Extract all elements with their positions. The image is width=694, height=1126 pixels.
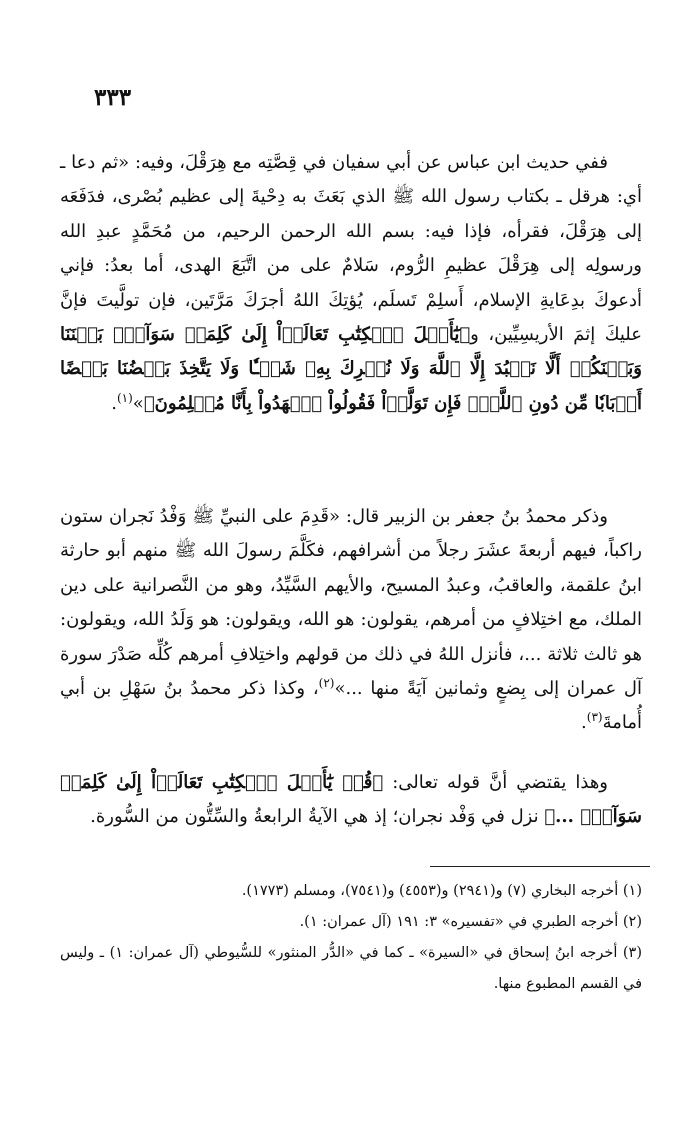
paragraph-text-tail: .: [111, 392, 117, 414]
paragraph-text-middle: ، وكذا ذكر محمدُ بنُ سَهْلِ بن أبي أُمامةَ: [60, 678, 642, 734]
footnote-divider: [430, 866, 650, 867]
footnote-reference: (١): [116, 390, 133, 405]
paragraph-text-before: ففي حديث ابن عباس عن أبي سفيان في قِصَّتِه مع هِرَقْلَ، وفيه: «ثم دعا ـ أي: هرقل ـ بكتاب رسول الله ﷺ الذي بَعَثَ به دِحْيةَ إلى عظيم بُصْرى، فدَفَعَه إلى هِرَقْلَ، فقرأه، فإذا فيه: بسم الله الرحمن الرحيم، من مُحَمَّدٍ عبدِ الله ورسولِه إلى هِرَقْلَ عظيمِ الرُّوم، سَلامٌ على من اتَّبَعَ الهدى، أما بعدُ: فإني أدعوكَ بدِعَايةِ الإسلام، أَسلِمْ تَسلَم، يُؤتِكَ اللهُ أجرَكَ مَرَّتَين، فإن تولَّيتَ فإنَّ عليكَ إثمَ الأريسِيِّين، و: [60, 152, 642, 346]
paragraph-text: [60, 766, 642, 835]
quran-verse: ﴿قُلۡ يَٰٓأَهۡلَ ٱلۡكِتَٰبِ تَعَالَوۡاْ إِلَىٰ كَلِمَةٖ سَوَآءِۭ ...﴾: [60, 772, 642, 828]
footnote-item: (٣) أخرجه ابنُ إسحاق في «السيرة» ـ كما في «الدُّر المنثور» للسُّيوطي (آل عمران: ١) ـ وليس في القسم المطبوع منها.: [60, 945, 642, 992]
paragraph-text-after: نزل في وَفْد نجران؛ إذ هي الآيةُ الرابعةُ والسِّتُّون من السُّورة.: [90, 806, 545, 828]
paragraph-najran-delegation: [60, 500, 642, 741]
paragraph-text-before: وذكر محمدُ بنُ جعفر بن الزبير قال: «قَدِمَ على النبيِّ ﷺ وَفْدُ نَجران ستون راكباً، فيهم أربعةَ عشَرَ رجلاً من أشرافهم، فكَلَّمَ رسولَ الله ﷺ منهم أبو حارثة ابنُ علقمة، والعاقبُ، وعبدُ المسيح، والأيهم السَّيِّدُ، وهو من النَّصرانية على دين الملك، مع اختِلافٍ من أمرهم، يقولون: هو الله، ويقولون: هو وَلَدُ الله، ويقولون: هو ثالث ثلاثة ...، فأنزل اللهُ في ذلك من قولهم واختِلافِ أمرهم كُلِّه صَدْرَ سورة آل عمران إلى بِضعٍ وثمانين آيَةً منها ...»: [60, 506, 642, 700]
paragraph-conclusion: [60, 766, 642, 835]
footnote-reference: (٣): [586, 710, 603, 725]
quote-close: »: [132, 392, 144, 414]
paragraph-text-before: وهذا يقتضي أنَّ قوله تعالى:: [383, 772, 608, 793]
footnote-reference: (٢): [318, 676, 335, 691]
paragraph-text: [60, 146, 642, 421]
paragraph-text-tail: .: [581, 712, 587, 734]
paragraph-text: [60, 500, 642, 741]
paragraph-heraclius-letter: [60, 146, 642, 421]
footnote-item: (١) أخرجه البخاري (٧) و(٢٩٤١) و(٤٥٥٣) و(٧٥٤١)، ومسلم (١٧٧٣).: [241, 883, 642, 899]
footnotes: [60, 876, 642, 1000]
page-number: ٣٣٣: [94, 84, 132, 111]
quran-verse: ﴿يَٰٓأَهۡلَ ٱلۡكِتَٰبِ تَعَالَوۡاْ إِلَىٰ كَلِمَةٖ سَوَآءِۭ بَيۡنَنَا وَبَيۡنَكُمۡ أَلَّا نَعۡبُدَ إِلَّا ٱللَّهَ وَلَا نُشۡرِكَ بِهِۦ شَيۡـٔٗا وَلَا يَتَّخِذَ بَعۡضُنَا بَعۡضًا أَرۡبَابٗا مِّن دُونِ ٱللَّهِۚ فَإِن تَوَلَّوۡاْ فَقُولُواْ ٱشۡهَدُواْ بِأَنَّا مُسۡلِمُونَ﴾: [60, 324, 642, 414]
footnote-item: (٢) أخرجه الطبري في «تفسيره» ٣: ١٩١ (آل عمران: ١).: [299, 914, 642, 930]
